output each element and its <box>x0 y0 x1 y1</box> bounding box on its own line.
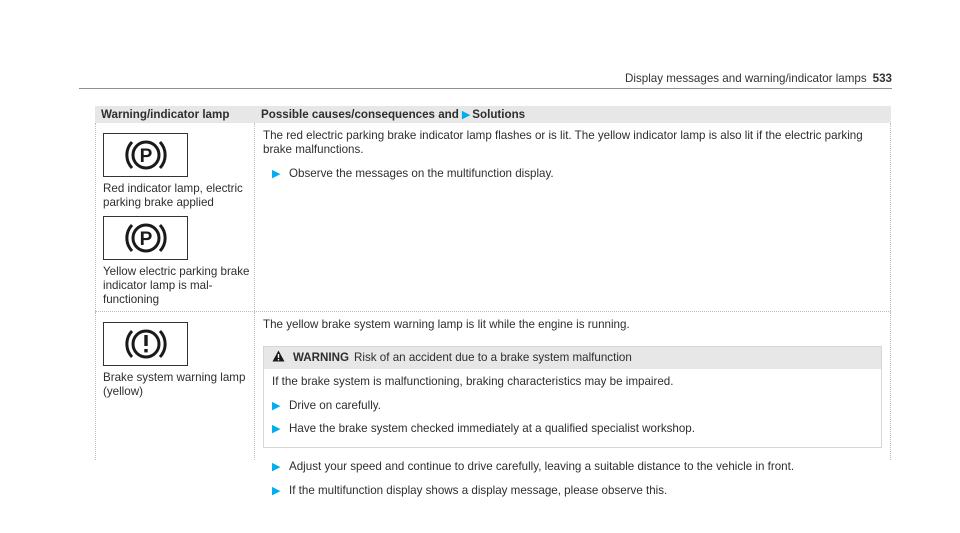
warning-header <box>264 347 881 369</box>
warning-triangle-icon <box>272 350 285 366</box>
warning-item <box>272 422 873 436</box>
warning-body <box>264 369 881 447</box>
cause-text: The yellow brake system warning lamp is lit while the engine is running. <box>263 318 630 331</box>
warning-item-text: Have the brake system checked immediately at a qualified specialist workshop. <box>289 422 695 435</box>
column-header-solutions-text: Solutions <box>472 107 526 121</box>
causes-cell <box>255 312 891 497</box>
table-row <box>95 312 891 497</box>
lamp-brake-label: Brake system warning lamp (yellow) <box>103 371 246 398</box>
warning-text: If the brake system is malfunctioning, braking characteristics may be impaired. <box>272 375 674 388</box>
warning-lamp-table <box>95 106 891 497</box>
parking-brake-icon <box>103 216 188 260</box>
blue-arrow-icon: ▶ <box>272 461 281 473</box>
running-header <box>625 72 892 86</box>
lamp-cell <box>95 123 255 311</box>
cause-text: The red electric parking brake indicator lamp flashes or is lit. The yellow indicator lamp is also lit if the electric parking brake malfunctions. <box>263 129 863 156</box>
solution-text: Observe the messages on the multifunction display. <box>289 167 554 180</box>
blue-arrow-icon: ▶ <box>272 168 281 180</box>
section-title: Display messages and warning/indicator lamps <box>625 72 867 85</box>
header-divider <box>79 88 892 89</box>
causes-cell <box>255 123 891 311</box>
lamp-yellow-label: Yellow electric parking brake indicator lamp is mal- functioning <box>103 265 250 306</box>
solution-item <box>272 460 890 474</box>
page-number: 533 <box>872 72 892 85</box>
blue-arrow-icon: ▶ <box>272 400 281 412</box>
warning-item-text: Drive on carefully. <box>289 399 381 412</box>
solution-item <box>272 167 890 181</box>
blue-arrow-icon: ▶ <box>461 108 471 121</box>
table-header <box>95 106 891 123</box>
solution-text: If the multifunction display shows a display message, please observe this. <box>289 484 668 497</box>
table-row <box>95 123 891 312</box>
column-header-causes <box>255 108 891 122</box>
warning-label: WARNING <box>293 351 350 364</box>
warning-title: Risk of an accident due to a brake system malfunction <box>354 351 632 364</box>
blue-arrow-icon: ▶ <box>272 423 281 435</box>
column-header-causes-text: Possible causes/consequences and <box>261 107 459 121</box>
warning-item <box>272 399 873 413</box>
blue-arrow-icon: ▶ <box>272 485 281 497</box>
solution-text: Adjust your speed and continue to drive carefully, leaving a suitable distance to the vehicle in front. <box>289 460 795 473</box>
parking-brake-icon <box>103 133 188 177</box>
brake-warning-icon <box>103 322 188 366</box>
column-header-lamp: Warning/indicator lamp <box>101 107 230 121</box>
warning-box <box>263 346 882 448</box>
lamp-red-label: Red indicator lamp, electric parking brake applied <box>103 182 243 209</box>
lamp-cell <box>95 312 255 460</box>
svg-text:P: P <box>139 229 152 250</box>
svg-text:P: P <box>139 146 152 167</box>
solution-item <box>272 484 890 498</box>
